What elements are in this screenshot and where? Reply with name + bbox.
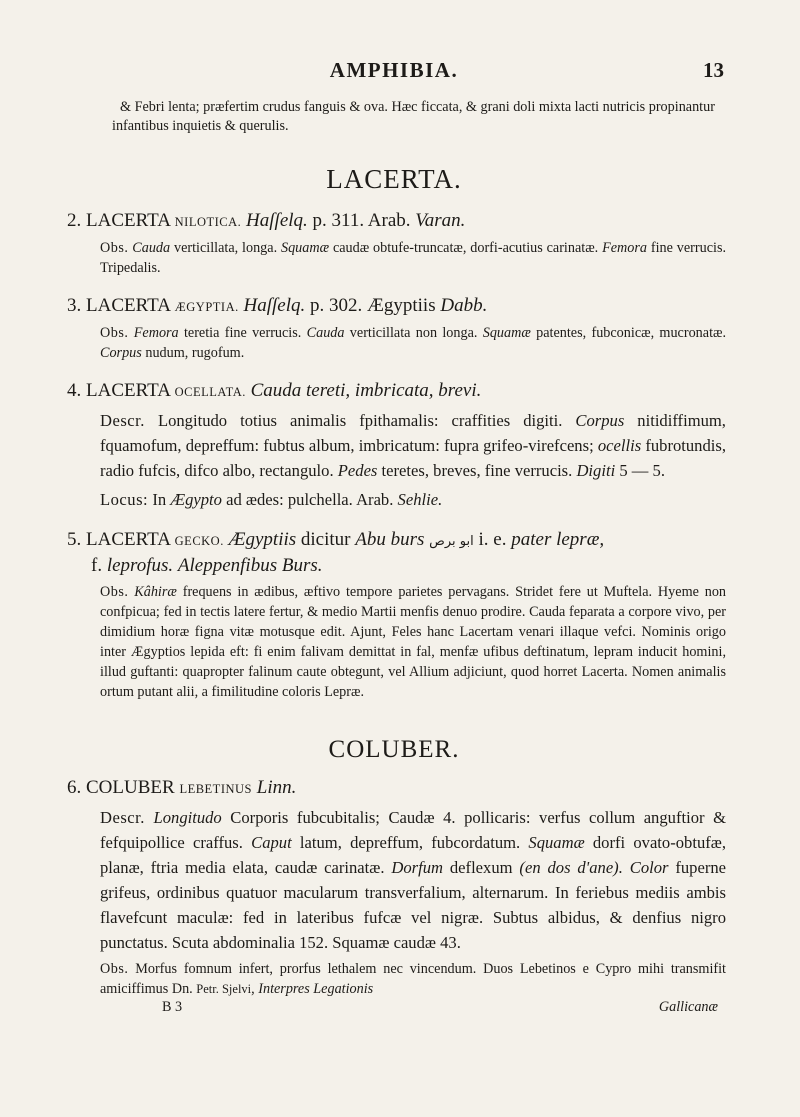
term: Corpus [575,411,625,430]
term: Femora [602,240,647,256]
observation-paragraph [100,323,726,363]
entry-genus: LACERTA [86,295,170,316]
vernacular-label: Ægyptiis [366,295,436,316]
observation-paragraph [100,238,726,278]
term: Squamæ [280,240,330,256]
text: latum, depreffum, fubcordatum. [299,833,521,852]
entry-number: 4. [67,380,82,401]
obs-label: Obs. [100,240,129,256]
entry-number: 5. [67,529,82,550]
text: caudæ obtufe-truncatæ, dorfi-acutius carinatæ. [332,240,599,256]
text: verticillata non longa. [349,325,478,341]
term: Ægypto [170,490,222,509]
text: Corporis fubcubitalis; Caudæ 4. pollicaris: verfus collum anguftior & fefquipollice craffus. [100,808,726,852]
signature-line [100,999,726,1019]
observation-paragraph [100,582,726,702]
text: Morfus fomnum infert, prorfus lethalem nec vincendum. Duos Lebetinos e Cypro mihi transmifit amiciffimus Dn. [100,961,727,997]
text: nudum, rugofum. [145,345,245,361]
entry-title [67,294,726,319]
entry-species: GECKO. [174,534,224,548]
entry-title [67,379,726,404]
description-paragraph [100,408,726,483]
term: Digiti [576,461,616,480]
entry-genus: LACERTA [86,380,170,401]
term: Dorfum [391,858,443,877]
entry-genus: LACERTA [86,529,170,550]
text: dorfi ovato-obtufæ, planæ, ftria media elata, caudæ carinatæ. [100,833,726,877]
locus-label: Locus: [100,490,149,509]
text: Longitudo totius animalis fpithamalis: craffities digiti. [157,411,563,430]
text: patentes, fubconicæ, mucronatæ. [536,325,727,341]
term: Squamæ [528,833,585,852]
entry-reference-page: p. 311. [312,210,365,231]
term: Squamæ [482,325,531,341]
locus-paragraph [100,487,726,512]
entry-species: OCELLATA. [174,385,246,399]
entry-number: 3. [67,295,82,316]
text: f. [91,555,103,576]
entry-number: 6. [67,777,82,798]
term: Interpres Legationis [258,981,374,997]
term: ocellis [597,436,642,455]
text: i. e. [478,529,507,550]
entry-lacerta-nilotica [62,209,726,278]
entry-diagnosis: Cauda tereti, imbricata, brevi. [250,380,482,401]
entry-authority: Linn. [256,777,297,798]
entry-number: 2. [67,210,82,231]
obs-label: Obs. [100,961,129,977]
vernacular-name: Dabb. [440,295,488,316]
text: In [152,490,167,509]
entry-genus: COLUBER [86,777,175,798]
text: teretes, breves, fine verrucis. [381,461,573,480]
term: Burs. [281,555,323,576]
page-number: 13 [703,58,724,82]
term: Corpus [100,345,142,361]
entry-genus: LACERTA [86,210,170,231]
signature-mark: B 3 [162,999,183,1015]
entry-species: ÆGYPTIA. [174,300,239,314]
term: Aleppenfibus [177,555,278,576]
term: Longitudo [153,808,222,827]
text: teretia fine verrucis. [183,325,302,341]
descr-label: Descr. [100,808,145,827]
entry-title [67,776,726,801]
entry-lacerta-aegyptia [62,294,726,363]
term: Kâhiræ [134,584,177,600]
term: Cauda [306,325,345,341]
text: fubrotundis, radio fufcis, difco albo, rectangulo. [100,436,726,480]
term: Femora [133,325,179,341]
text: fuperne grifeus, ordinibus quatuor macularum transverfalium, alternarum. In feriebus mediis ambis flavefcunt maculæ: fed in lateribus fufcæ vel nigræ. Subtus albidus, & denfius nigro punctatus. Scuta abdominalia 152. Squamæ caudæ 43. [100,858,727,952]
person-name: Petr. Sjelvi [196,982,252,996]
term: Color [629,858,669,877]
entry-species: LEBETINUS [179,782,252,796]
entry-lacerta-ocellata [62,379,726,512]
term: Sehlie. [397,490,443,509]
running-head [62,58,726,86]
vernacular-name: Varan. [415,210,466,231]
term: Cauda [132,240,171,256]
text: Arab. [356,490,394,509]
text: deflexum [449,858,513,877]
term: pater lepræ, [511,529,605,550]
entry-reference: Haſſelq. [246,210,308,231]
section-heading-lacerta: LACERTA. [326,164,462,194]
term: leprofus. [106,555,174,576]
intro-paragraph: & Febri lenta; præfertim crudus fanguis & ova. Hæc ficcata, & grani doli mixta lacti nutricis propinantur infantibus inquietis & querulis. [112,99,715,134]
entry-title [67,528,726,578]
term: Ægyptiis [228,529,297,550]
text: frequens in ædibus, æftivo tempore parietes pervagans. Stridet fere ut Muftela. Hyeme non confpicua; fed in tectis latere fertur, & medio Martii menfis denuo prodire. Cauda feparata a corpore vivo, per dimidium horæ figna vitæ motusque edit. Ajunt, Feles hanc Lacertam venari illaque vefci. Nominis origo inter Ægyptios lepida eft: fi enim falivam demittat in fal, menfæ ufibus deftinatum, lepram inducit homini, illud guftanti: quapropter falinum caute obtegunt, vel Allium adjiciunt, quod horret Lacerta. Nomen animalis ortum putant alii, a fimilitudine coloris Lepræ. [100,584,727,700]
text: verticillata, longa. [173,240,278,256]
term: Pedes [337,461,378,480]
vernacular-label: Arab. [367,210,411,231]
running-head-title: AMPHIBIA. [329,58,459,82]
entry-reference: Haſſelq. [243,295,306,316]
entry-coluber-lebetinus [62,776,726,1019]
arabic-name: ابو برص [429,534,474,549]
entry-lacerta-gecko [62,528,726,702]
text: dicitur [300,529,351,550]
text: ad ædes: pulchella. [226,490,353,509]
observation-paragraph [100,959,726,999]
text: 5 — 5. [619,461,665,480]
obs-label: Obs. [100,325,129,341]
text: fine verrucis. Tripedalis. [100,240,727,276]
term: (en dos d'ane). [519,858,623,877]
obs-label: Obs. [100,584,129,600]
term: Caput [251,833,292,852]
term: Abu burs [355,529,425,550]
entry-reference-page: p. 302. [309,295,363,316]
section-heading-coluber: COLUBER. [328,736,460,763]
descr-label: Descr. [100,411,145,430]
entry-title [67,209,726,234]
description-paragraph [100,805,726,955]
text: , [251,981,255,997]
entry-species: NILOTICA. [174,215,242,229]
catchword: Gallicanæ [658,999,718,1015]
text: nitidiffimum, fquamofum, depreffum: fubtus album, imbricatum: fupra grifeo-virefcens; [100,411,726,455]
